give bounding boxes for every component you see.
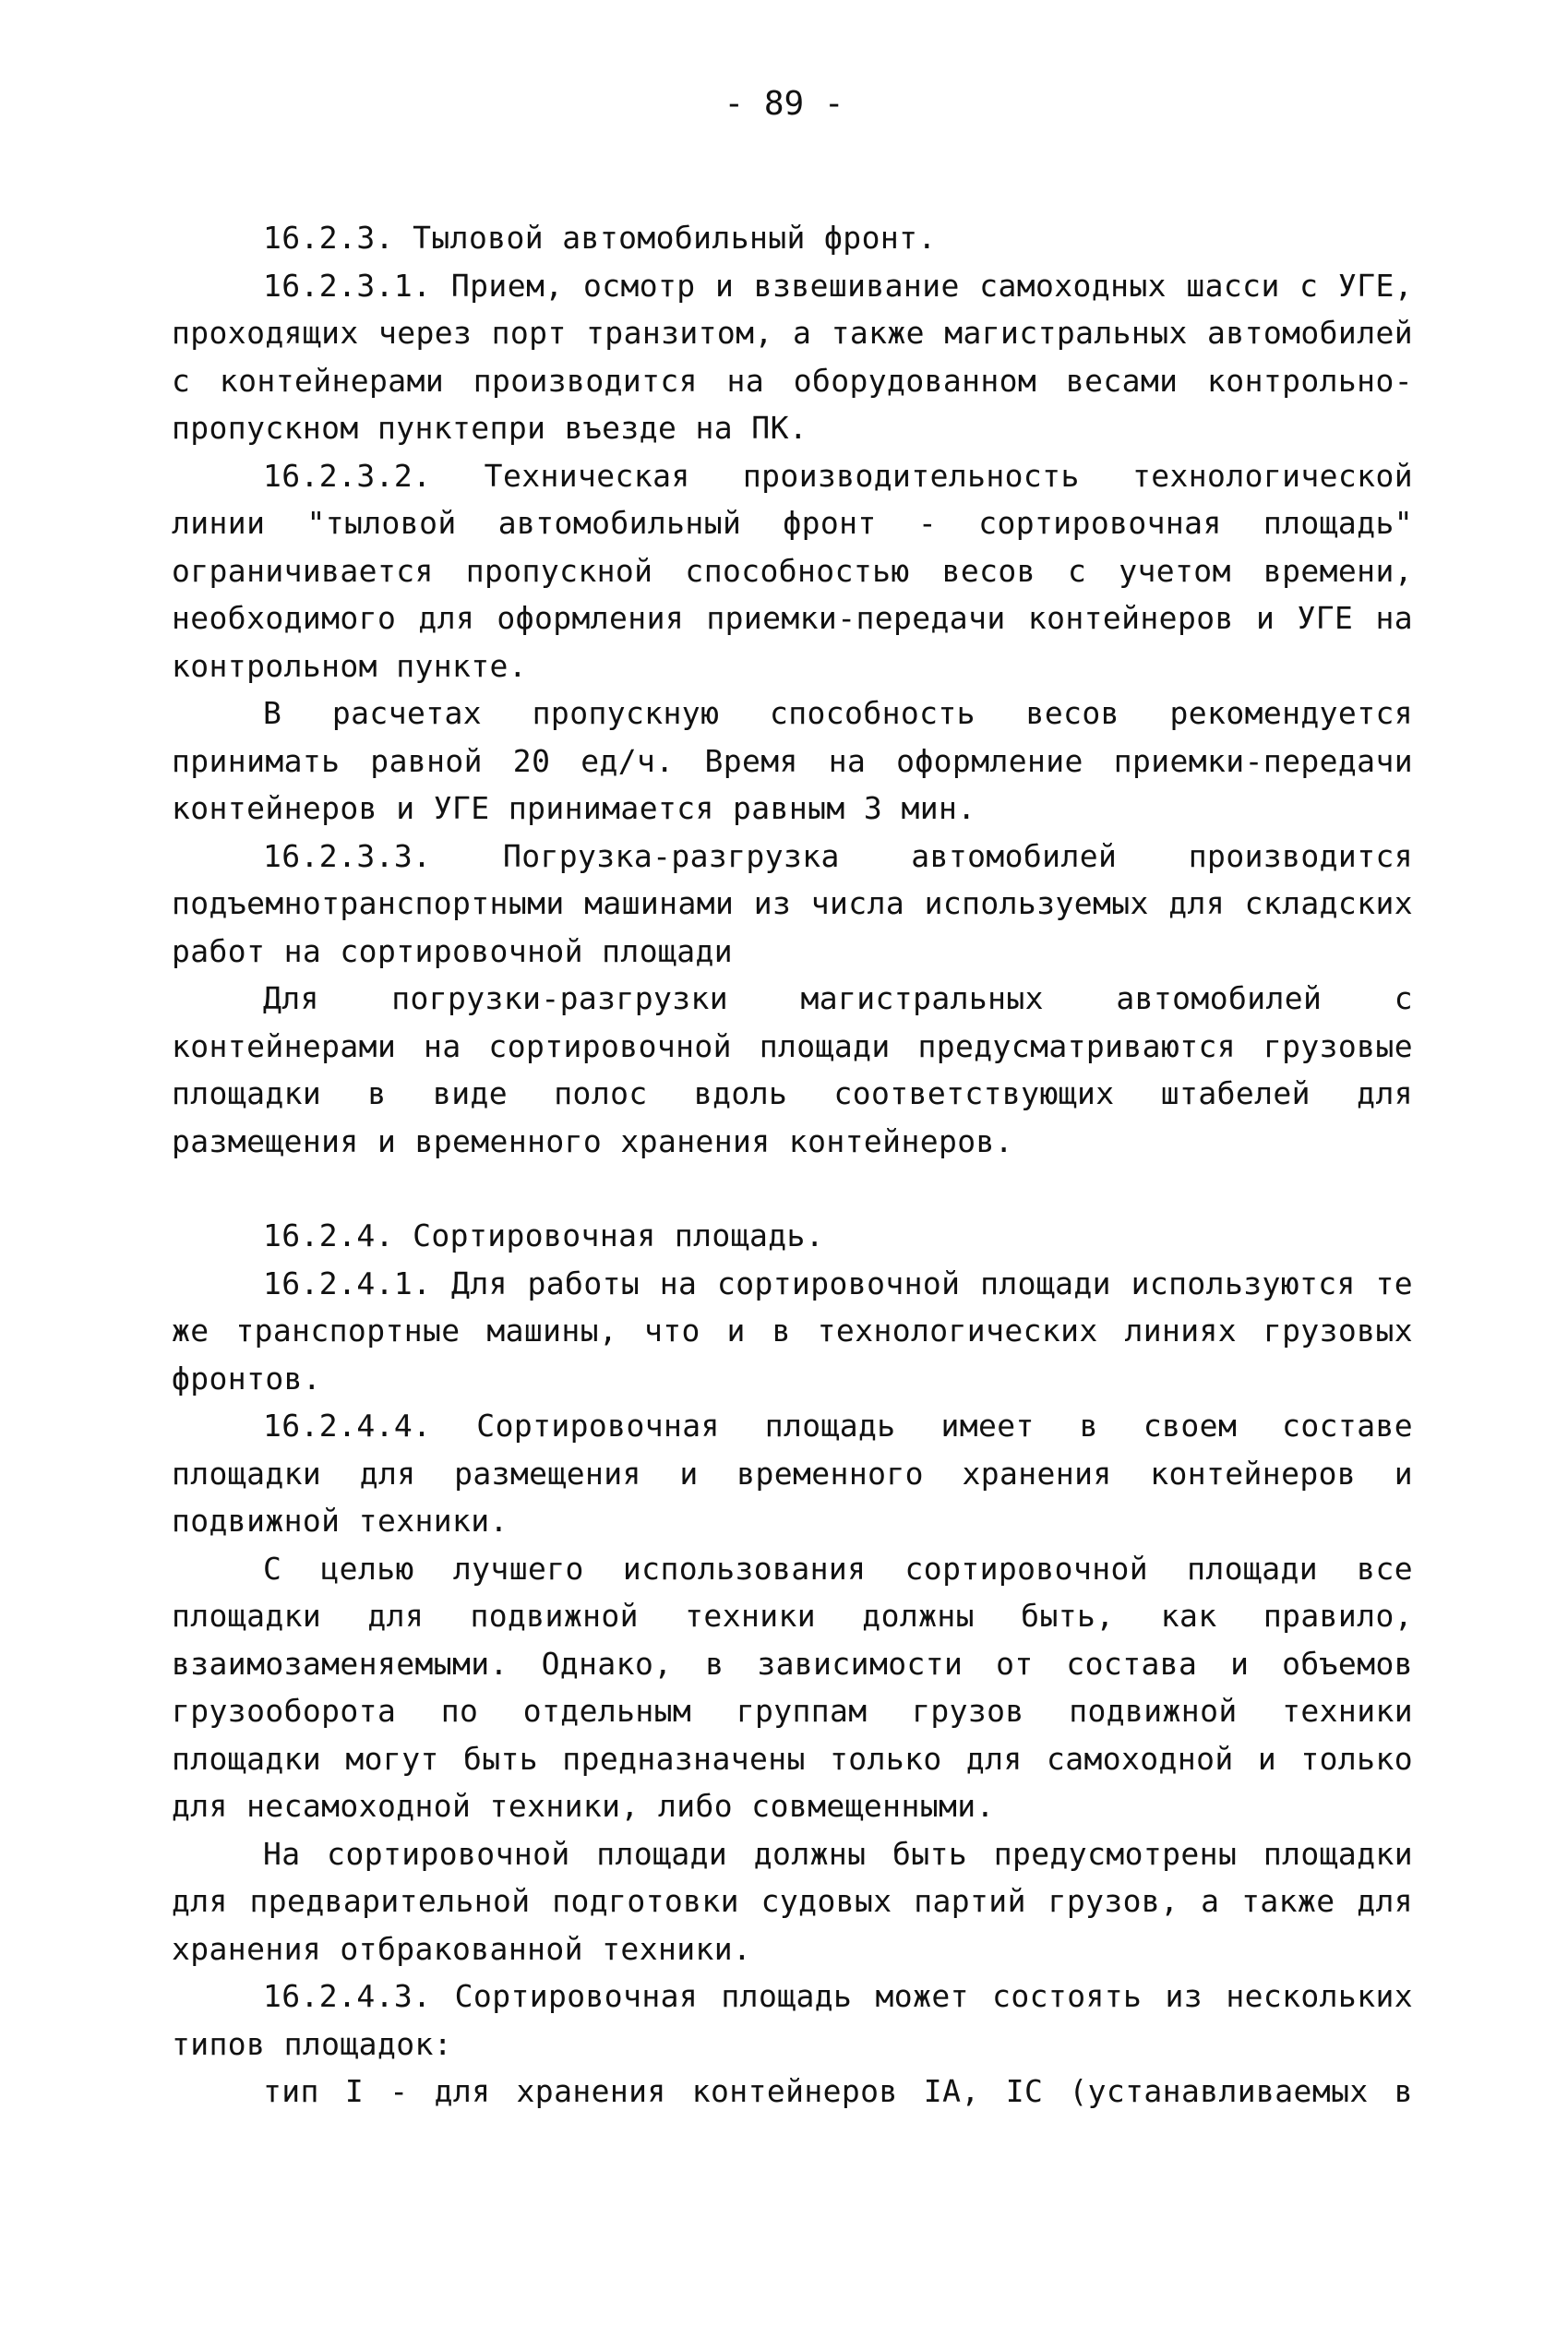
paragraph-16-2-3-1: 16.2.3.1. Прием, осмотр и взвешивание самоходных шасси с УГЕ, проходящих через порт транзитом, а также магистральных автомобилей с контейнерами производится на оборудованном весами контрольно-пропускном пунктепри въезде на ПК.: [172, 267, 1413, 446]
paragraph-scales-capacity: В расчетах пропускную способность весов рекомендуется принимать равной 20 ед/ч. Время на оформление приемки-передачи контейнеров и УГЕ принимается равным 3 мин.: [172, 695, 1413, 826]
paragraph-loading-areas: Для погрузки-разгрузки магистральных автомобилей с контейнерами на сортировочной площади предусматриваются грузовые площадки в виде полос вдоль соответствующих штабелей для размещения и временного хранения контейнеров.: [172, 980, 1413, 1159]
document-body: [172, 214, 1413, 2116]
page-number: - 89 -: [724, 85, 844, 123]
paragraph-preparation-areas: На сортировочной площади должны быть предусмотрены площадки для предварительной подготовки судовых партий грузов, а также для хранения отбракованной техники.: [172, 1835, 1413, 1967]
paragraph-16-2-3-2: 16.2.3.2. Техническая производительность технологической линии "тыловой автомобильный фронт - сортировочная площадь" ограничивается пропускной способностью весов с учетом времени, необходимого для оформления приемки-передачи контейнеров и УГЕ на контрольном пункте.: [172, 457, 1413, 684]
paragraph-16-2-4-4: 16.2.4.4. Сортировочная площадь имеет в своем составе площадки для размещения и временного хранения контейнеров и подвижной техники.: [172, 1408, 1413, 1539]
section-heading-16-2-3: 16.2.3. Тыловой автомобильный фронт.: [263, 220, 937, 256]
paragraph-16-2-4-1: 16.2.4.1. Для работы на сортировочной площади используются те же транспортные машины, что и в технологических линиях грузовых фронтов.: [172, 1265, 1413, 1397]
paragraph-type-1: тип I - для хранения контейнеров IА, IС (устанавливаемых в: [263, 2073, 1413, 2109]
paragraph-16-2-4-3: 16.2.4.3. Сортировочная площадь может состоять из нескольких типов площадок:: [172, 1978, 1413, 2062]
paragraph-interchangeable-areas: С целью лучшего использования сортировочной площади все площадки для подвижной техники должны быть, как правило, взаимозаменяемыми. Однако, в зависимости от состава и объемов грузооборота по отдельным группам грузов подвижной техники площадки могут быть предназначены только для самоходной и только для несамоходной техники, либо совмещенными.: [172, 1550, 1413, 1824]
section-heading-16-2-4: 16.2.4. Сортировочная площадь.: [263, 1217, 825, 1253]
paragraph-16-2-3-3: 16.2.3.3. Погрузка-разгрузка автомобилей производится подъемнотранспортными машинами из числа используемых для складских работ на сортировочной площади: [172, 837, 1413, 969]
